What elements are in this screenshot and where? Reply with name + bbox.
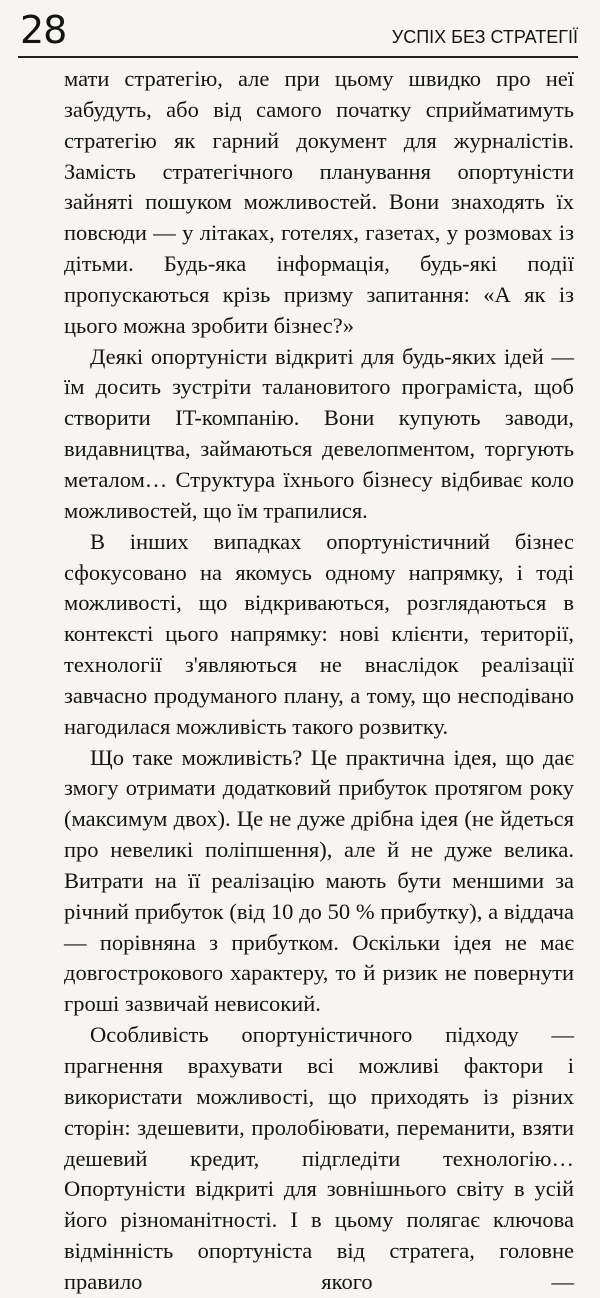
running-title: УСПІХ БЕЗ СТРАТЕГІЇ: [391, 27, 578, 47]
paragraph-2: Деякі опортуністи відкриті для будь-яких ідей — їм досить зустріти талановитого програміста, щоб створити IT-компанію. Вони купують заводи, видавництва, займаються девелопментом, торгують металом… Структура їхнього бізнесу відбиває коло можливостей, що їм трапилися.: [64, 343, 574, 523]
paragraph-5: Особливість опортуністичного підходу — прагнення врахувати всі можливі фактори і використати можливості, що приходять із різних сторін: здешевити, пролобіювати, переманити, взяти дешевий кредит, підгледіти технологію… Опортуністи відкриті для зовнішнього світу в усій його різноманітності. І в цьому полягає ключова відмінність опортуніста від стратега, головне правило якого —: [64, 1022, 574, 1294]
body-text: [64, 64, 574, 1298]
paragraph-3: В інших випадках опортуністичний бізнес сфокусовано на якомусь одному напрямку, і тоді можливості, що відкриваються, розглядаються в контексті цього напрямку: нові клієнти, території, технології з'являються не внаслідок реалізації завчасно продуманого плану, а тому, що несподівано нагодилася можливість такого розвитку.: [64, 528, 574, 739]
page-number: 28: [20, 8, 67, 52]
page-header: [18, 4, 578, 58]
paragraph-4: Що таке можливість? Це практична ідея, що дає змогу отримати додатковий прибуток протягом року (максимум двох). Це не дуже дрібна ідея (не йдеться про невеликі поліпшення), але й не дуже велика. Витрати на її реалізацію мають бути меншими за річний прибуток (від 10 до 50 % прибутку), а віддача — порівняна з прибутком. Оскільки ідея не має довгострокового характеру, то й ризик не повернути гроші зазвичай невисокий.: [64, 744, 574, 1017]
paragraph-1: мати стратегію, але при цьому швидко про неї забудуть, або від самого початку сприйматимуть стратегію як гарний документ для журналістів. Замість стратегічного планування опортуністи зайняті пошуком можливостей. Вони знаходять їх повсюди — у літаках, готелях, газетах, у розмовах із дітьми. Будь-яка інформація, будь-які події пропускаються крізь призму запитання: «А як із цього можна зробити бізнес?»: [64, 66, 574, 338]
